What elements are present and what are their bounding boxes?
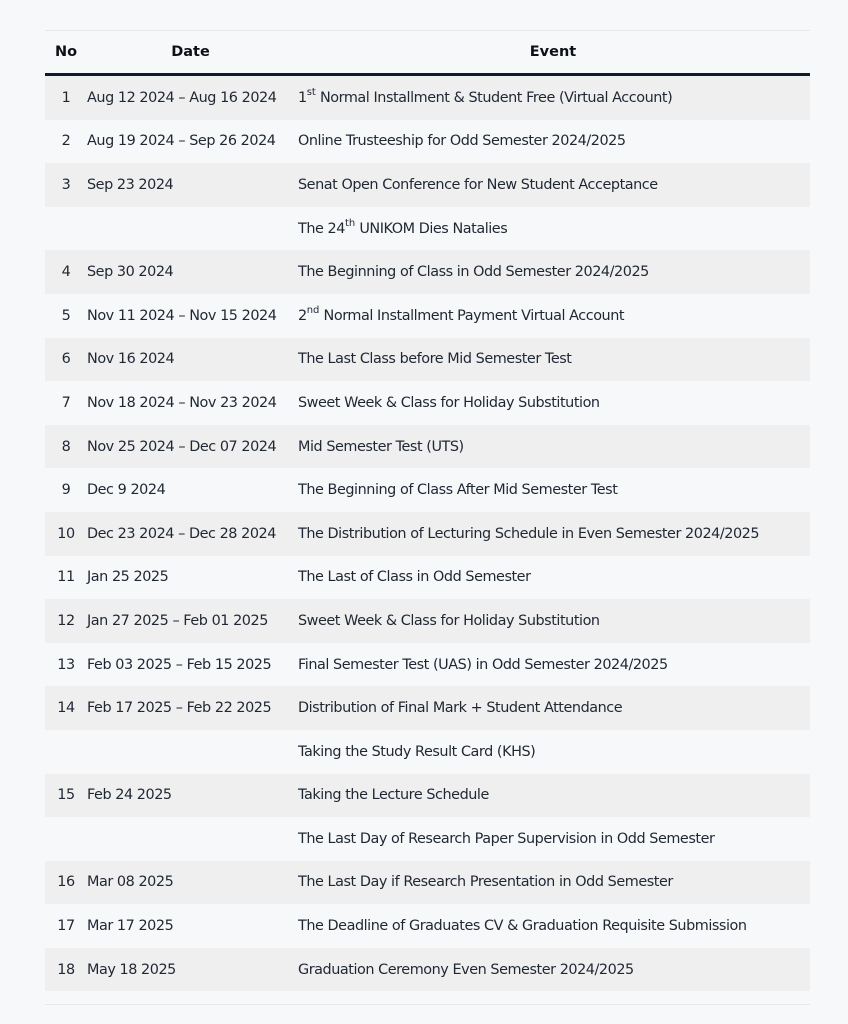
- event-text-continued: UNIKOM Dies Natalies: [355, 220, 508, 237]
- event-text: Final Semester Test (UAS) in Odd Semester 2024/2025: [298, 656, 668, 673]
- event-text: Senat Open Conference for New Student Acceptance: [298, 176, 658, 193]
- table-row: [45, 163, 810, 207]
- row-number: 15: [45, 774, 85, 818]
- row-number: 13: [45, 643, 85, 687]
- row-event: [296, 338, 810, 382]
- table-row: [45, 643, 810, 687]
- row-number: 7: [45, 381, 85, 425]
- event-ordinal-suffix: th: [344, 217, 356, 229]
- row-event: [296, 75, 810, 120]
- row-date: Sep 30 2024: [85, 250, 296, 294]
- row-date: Nov 18 2024 – Nov 23 2024: [85, 381, 296, 425]
- row-number: 17: [45, 904, 85, 948]
- row-number: 5: [45, 294, 85, 338]
- table-row: [45, 948, 810, 992]
- row-date: Nov 11 2024 – Nov 15 2024: [85, 294, 296, 338]
- event-text: The Last Day of Research Paper Supervision in Odd Semester: [298, 830, 715, 847]
- row-number: 14: [45, 686, 85, 730]
- row-event: [296, 948, 810, 992]
- event-text: The Last Day if Research Presentation in Odd Semester: [298, 874, 673, 891]
- row-event: [296, 643, 810, 687]
- row-event: [296, 686, 810, 730]
- row-number: 6: [45, 338, 85, 382]
- event-text-continued: Normal Installment & Student Free (Virtual Account): [315, 89, 673, 106]
- table-row: [45, 338, 810, 382]
- table-body: [45, 75, 810, 992]
- table-row: [45, 75, 810, 120]
- row-number: [45, 817, 85, 861]
- event-text: The Distribution of Lecturing Schedule in Even Semester 2024/2025: [298, 525, 760, 542]
- academic-calendar-table: [45, 31, 810, 991]
- row-date: Mar 08 2025: [85, 861, 296, 905]
- row-date: Aug 12 2024 – Aug 16 2024: [85, 75, 296, 120]
- row-number: 16: [45, 861, 85, 905]
- table-bottom-divider: [45, 1004, 810, 1005]
- table-row: [45, 861, 810, 905]
- table-row: [45, 512, 810, 556]
- event-text: Online Trusteeship for Odd Semester 2024/2025: [298, 133, 626, 150]
- table-row: [45, 599, 810, 643]
- event-text: The Last Class before Mid Semester Test: [298, 351, 572, 368]
- table-row: [45, 425, 810, 469]
- table-header: [45, 31, 810, 75]
- row-event: [296, 861, 810, 905]
- event-text: The 24: [298, 220, 345, 237]
- row-date: Jan 27 2025 – Feb 01 2025: [85, 599, 296, 643]
- table-row: [45, 294, 810, 338]
- table-row: [45, 381, 810, 425]
- row-number: [45, 207, 85, 251]
- event-text: Sweet Week & Class for Holiday Substitution: [298, 612, 600, 629]
- row-event: [296, 250, 810, 294]
- table-row: [45, 774, 810, 818]
- row-date: Dec 9 2024: [85, 468, 296, 512]
- row-number: [45, 730, 85, 774]
- row-number: 4: [45, 250, 85, 294]
- event-text: Mid Semester Test (UTS): [298, 438, 464, 455]
- table-row: [45, 817, 810, 861]
- row-event: [296, 120, 810, 164]
- row-event: [296, 556, 810, 600]
- row-event: [296, 468, 810, 512]
- table-row: [45, 207, 810, 251]
- row-date: Feb 17 2025 – Feb 22 2025: [85, 686, 296, 730]
- row-number: 11: [45, 556, 85, 600]
- row-date: May 18 2025: [85, 948, 296, 992]
- header-row: [45, 31, 810, 75]
- row-event: [296, 381, 810, 425]
- header-no: No: [45, 31, 85, 75]
- row-number: 8: [45, 425, 85, 469]
- row-event: [296, 774, 810, 818]
- row-number: 9: [45, 468, 85, 512]
- row-date: Aug 19 2024 – Sep 26 2024: [85, 120, 296, 164]
- row-date: [85, 817, 296, 861]
- table-row: [45, 904, 810, 948]
- row-event: [296, 512, 810, 556]
- event-text: The Last of Class in Odd Semester: [298, 569, 531, 586]
- row-date: Sep 23 2024: [85, 163, 296, 207]
- row-date: Feb 03 2025 – Feb 15 2025: [85, 643, 296, 687]
- header-event: Event: [296, 31, 810, 75]
- header-date: Date: [85, 31, 296, 75]
- row-event: [296, 817, 810, 861]
- table-row: [45, 250, 810, 294]
- table-row: [45, 730, 810, 774]
- row-number: 2: [45, 120, 85, 164]
- event-text: Sweet Week & Class for Holiday Substitution: [298, 394, 600, 411]
- event-ordinal-suffix: st: [306, 86, 316, 98]
- table-row: [45, 686, 810, 730]
- row-event: [296, 730, 810, 774]
- event-text: Distribution of Final Mark + Student Attendance: [298, 700, 623, 717]
- row-event: [296, 425, 810, 469]
- event-text: The Beginning of Class in Odd Semester 2024/2025: [298, 264, 649, 281]
- row-date: [85, 730, 296, 774]
- row-number: 10: [45, 512, 85, 556]
- event-text: 1: [298, 89, 307, 106]
- row-date: Mar 17 2025: [85, 904, 296, 948]
- row-event: [296, 207, 810, 251]
- table-row: [45, 468, 810, 512]
- row-date: [85, 207, 296, 251]
- row-event: [296, 294, 810, 338]
- event-text: Taking the Lecture Schedule: [298, 787, 489, 804]
- event-ordinal-suffix: nd: [306, 304, 320, 316]
- table-row: [45, 556, 810, 600]
- row-number: 1: [45, 75, 85, 120]
- row-date: Dec 23 2024 – Dec 28 2024: [85, 512, 296, 556]
- row-event: [296, 163, 810, 207]
- row-number: 3: [45, 163, 85, 207]
- row-number: 18: [45, 948, 85, 992]
- row-event: [296, 904, 810, 948]
- event-text: The Beginning of Class After Mid Semester Test: [298, 482, 618, 499]
- academic-calendar-table-container: [45, 30, 810, 991]
- row-event: [296, 599, 810, 643]
- row-date: Nov 16 2024: [85, 338, 296, 382]
- row-date: Jan 25 2025: [85, 556, 296, 600]
- event-text: Taking the Study Result Card (KHS): [298, 743, 536, 760]
- row-date: Feb 24 2025: [85, 774, 296, 818]
- event-text: The Deadline of Graduates CV & Graduation Requisite Submission: [298, 918, 747, 935]
- event-text-continued: Normal Installment Payment Virtual Account: [319, 307, 625, 324]
- row-number: 12: [45, 599, 85, 643]
- row-date: Nov 25 2024 – Dec 07 2024: [85, 425, 296, 469]
- table-row: [45, 120, 810, 164]
- event-text: Graduation Ceremony Even Semester 2024/2025: [298, 961, 634, 978]
- event-text: 2: [298, 307, 307, 324]
